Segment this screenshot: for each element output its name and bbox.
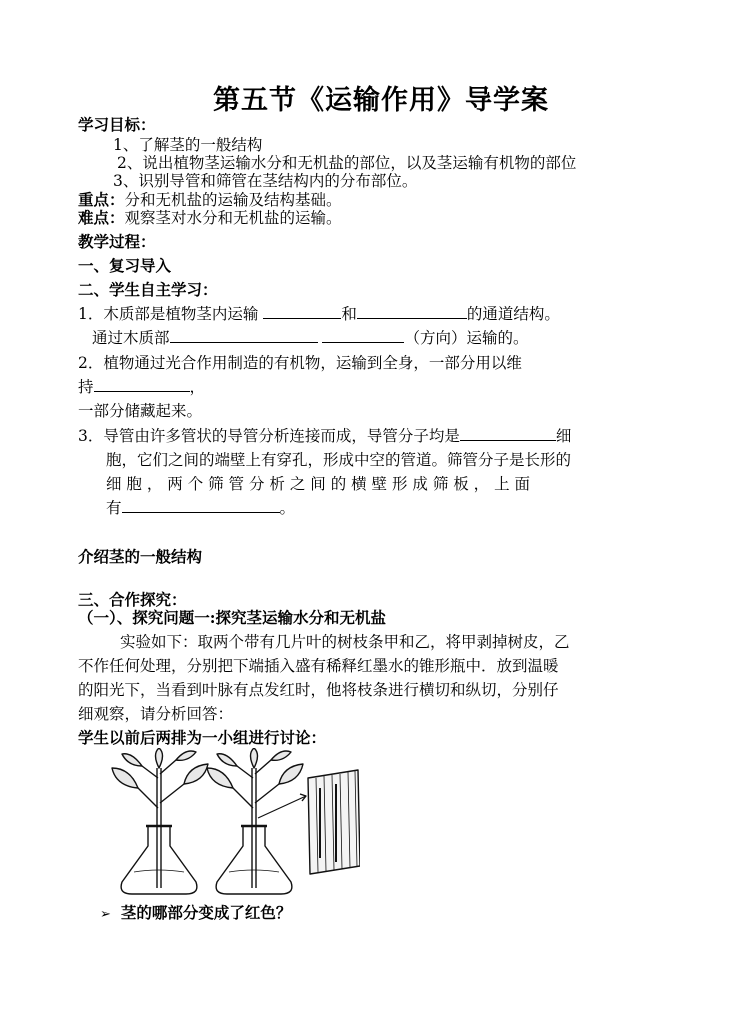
question-3	[78, 424, 571, 446]
question-text: 有	[106, 499, 122, 517]
question-bullet-text: 茎的哪部分变成了红色？	[120, 903, 292, 922]
objective-item: 1、了解茎的一般结构	[113, 136, 263, 154]
answer-blank[interactable]	[460, 425, 556, 441]
question-text: 植物通过光合作用制造的有机物，运输到全身，一部分用以维	[103, 354, 522, 372]
question-number: 1．	[78, 305, 104, 323]
question-text: 细	[555, 427, 572, 445]
branch-icon	[112, 748, 208, 888]
difficult-point-label: 难点：	[78, 208, 125, 227]
arrow-bullet-icon: ➢	[100, 907, 111, 922]
question-3-line2: 胞，它们之间的端壁上有穿孔，形成中空的管道。筛管分子是长形的	[106, 451, 572, 469]
branch-icon	[207, 748, 306, 888]
objective-item: 3、识别导管和筛管在茎结构内的分布部位。	[113, 172, 418, 190]
question-number: 3．	[78, 427, 104, 445]
experiment-line: 的阳光下，当看到叶脉有点发红时，他将枝条进行横切和纵切，分别仔	[78, 681, 559, 699]
question-2	[78, 351, 522, 373]
question-text: 木质部是植物茎内运输	[103, 305, 259, 323]
objectives-heading: 学习目标：	[78, 115, 156, 134]
answer-blank[interactable]	[263, 303, 341, 319]
answer-blank[interactable]	[357, 303, 467, 319]
flask-icon	[121, 826, 197, 894]
question-3-line3: 细 胞 ， 两 个 筛 管 分 析 之 间 的 横 壁 形 成 筛 板 ， 上 面	[106, 475, 531, 493]
question-bullet	[100, 901, 291, 923]
question-2-line3: 一部分储藏起来。	[78, 402, 203, 420]
flask-icon	[216, 826, 292, 894]
inquiry-1-heading: （一）、探究问题一:探究茎运输水分和无机盐	[78, 608, 386, 627]
section-review: 一、复习导入	[78, 256, 172, 275]
question-1-line2	[92, 326, 528, 348]
section-self-study: 二、学生自主学习：	[78, 280, 218, 299]
question-text: 。	[279, 499, 296, 517]
experiment-illustration	[108, 748, 360, 900]
process-heading: 教学过程：	[78, 232, 156, 251]
question-text: 和	[341, 305, 357, 323]
question-text: 的通道结构。	[466, 305, 560, 323]
difficult-point-text: 观察茎对水分和无机盐的运输。	[124, 209, 342, 227]
question-1	[78, 302, 560, 324]
objective-item: 2、说出植物茎运输水分和无机盐的部位，以及茎运输有机物的部位	[117, 154, 577, 172]
answer-blank[interactable]	[170, 327, 318, 343]
answer-blank[interactable]	[322, 327, 404, 343]
experiment-line: 实验如下：取两个带有几片叶的树枝条甲和乙，将甲剥掉树皮，乙	[120, 633, 570, 651]
question-3-line4	[106, 496, 295, 518]
question-number: 2．	[78, 354, 104, 372]
answer-blank[interactable]	[94, 376, 190, 392]
section-cooperative: 三、合作探究：	[78, 590, 187, 609]
question-text: 导管由许多管状的导管分析连接而成，导管分子均是	[103, 427, 460, 445]
question-text: 持	[78, 378, 94, 396]
experiment-line: 不作任何处理，分别把下端插入盛有稀释红墨水的锥形瓶中．放到温暖	[78, 657, 559, 675]
group-discussion: 学生以前后两排为一小组进行讨论：	[78, 728, 327, 747]
difficult-point	[78, 206, 342, 228]
question-text: ，	[189, 378, 206, 396]
question-2-line2	[78, 375, 205, 397]
page-title: 第五节《运输作用》导学案	[213, 85, 549, 116]
key-point-label: 重点：	[78, 190, 125, 209]
stem-section-icon	[308, 770, 360, 874]
question-text: 通过木质部	[92, 329, 170, 347]
question-text: （方向）运输的。	[404, 329, 529, 347]
answer-blank[interactable]	[122, 497, 280, 513]
key-point-text: 分和无机盐的运输及结构基础。	[124, 191, 342, 209]
experiment-line: 细观察，请分析回答：	[78, 705, 234, 723]
intro-structure: 介绍茎的一般结构	[78, 547, 203, 566]
